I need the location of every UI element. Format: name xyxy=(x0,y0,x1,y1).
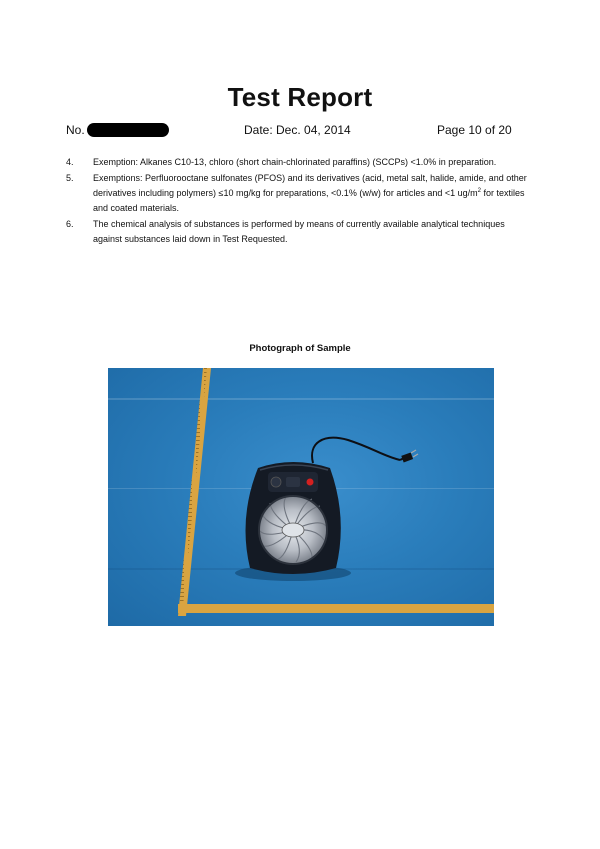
vertical-ruler xyxy=(178,368,211,616)
note-text xyxy=(93,171,536,216)
note-superscript: 2 xyxy=(477,188,481,194)
note-text: The chemical analysis of substances is performed by means of currently available analytical techniques against substances laid down in Test Requested. xyxy=(93,219,505,244)
note-item xyxy=(66,171,536,216)
note-number: 4. xyxy=(66,157,74,167)
sample-photo-illustration xyxy=(108,368,494,626)
report-number xyxy=(66,123,169,137)
note-number: 5. xyxy=(66,173,74,183)
control-switch xyxy=(286,477,300,487)
note-text-part: Exemptions: Perfluorooctane sulfonates (PFOS) and its derivatives (acid, metal salt, halide, amide, and other derivatives including polymers) ≤10 mg/kg for preparations, <0.1% (w/w) for articles and <1 ug/m xyxy=(93,173,527,198)
note-number: 6. xyxy=(66,219,74,229)
control-knob xyxy=(271,477,281,487)
indicator-light xyxy=(307,479,314,486)
page-number: Page 10 of 20 xyxy=(437,123,512,137)
note-text: Exemption: Alkanes C10-13, chloro (short chain-chlorinated paraffins) (SCCPs) <1.0% in preparation. xyxy=(93,157,497,167)
notes-list xyxy=(66,155,536,248)
note-text-part: for textiles and coated materials. xyxy=(93,188,525,213)
photo-caption: Photograph of Sample xyxy=(249,343,351,354)
note-item xyxy=(66,155,536,170)
report-number-label: No. xyxy=(66,123,85,137)
fan-grille xyxy=(259,496,327,564)
note-item xyxy=(66,217,536,247)
power-cord xyxy=(312,438,404,463)
page-title: Test Report xyxy=(227,82,373,112)
power-plug xyxy=(401,450,418,462)
report-date: Date: Dec. 04, 2014 xyxy=(244,123,351,137)
horizontal-ruler xyxy=(178,604,494,613)
redaction-mark xyxy=(87,123,169,137)
fan-hub xyxy=(282,523,304,537)
sample-photo xyxy=(108,368,494,626)
